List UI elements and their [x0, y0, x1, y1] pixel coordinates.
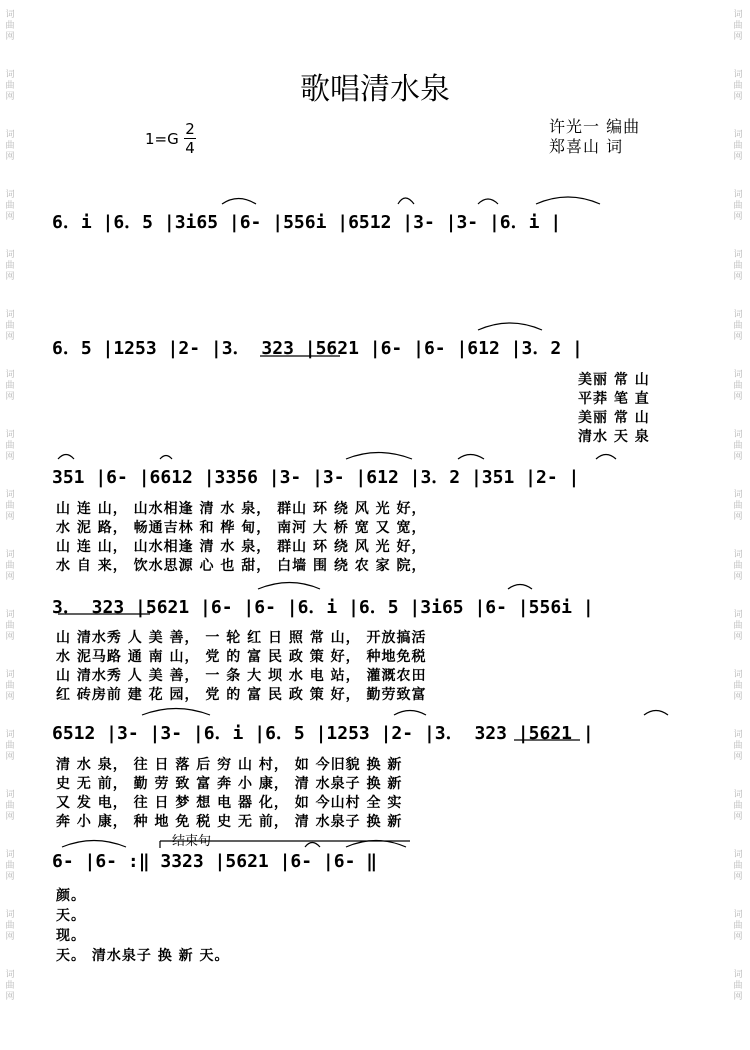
- stave-4: 3． 323 |5621 |6- |6- |6．i |6．5 |3i65 |6- |556i |: [52, 597, 594, 618]
- lyric-line: 山 连 山， 山水相逢 清 水 泉， 群山 环 绕 风 光 好，: [56, 539, 427, 555]
- time-signature-numerator: 2: [185, 120, 195, 138]
- lyric-line: 水 泥 路， 畅通吉林 和 桦 甸， 南河 大 桥 宽 又 宽，: [56, 520, 427, 536]
- slur: [644, 711, 668, 716]
- watermark-right-12: 词曲网: [733, 670, 743, 702]
- slur: [508, 585, 532, 590]
- slur: [160, 456, 172, 460]
- watermark-left-5: 词曲网: [5, 250, 15, 282]
- lyric-line: 清 水 泉， 往 日 落 后 穷 山 村， 如 今旧貌 换 新: [56, 757, 403, 773]
- lyric-line: 山 清水秀 人 美 善， 一 条 大 坝 水 电 站， 灌溉农田: [56, 668, 427, 684]
- lyric-line: 山 清水秀 人 美 善， 一 轮 红 日 照 常 山， 开放搞活: [56, 630, 427, 646]
- watermark-right-3: 词曲网: [733, 130, 743, 162]
- watermark-left-2: 词曲网: [5, 70, 15, 102]
- slur: [62, 841, 126, 848]
- slur: [305, 843, 320, 848]
- lyric-line: 天。: [56, 908, 86, 924]
- lyric-line: 山 连 山， 山水相逢 清 水 泉， 群山 环 绕 风 光 好，: [56, 501, 427, 517]
- slur: [478, 199, 498, 204]
- watermark-right-8: 词曲网: [733, 430, 743, 462]
- stave-3: 351 |6- |6612 |3356 |3- |3- |612 |3．2 |351 |2- |: [52, 467, 580, 488]
- time-signature-denominator: 4: [185, 139, 195, 157]
- ending-label: 结束句: [172, 834, 212, 849]
- slur: [142, 709, 210, 716]
- lyric-line: 又 发 电， 往 日 梦 想 电 器 化， 如 今山村 全 实: [56, 795, 403, 811]
- watermark-left-17: 词曲网: [5, 970, 15, 1002]
- lyric-line: 奔 小 康， 种 地 免 税 史 无 前， 清 水泉子 换 新: [56, 814, 403, 830]
- watermark-left-16: 词曲网: [5, 910, 15, 942]
- slur: [596, 455, 616, 460]
- watermark-left-11: 词曲网: [5, 610, 15, 642]
- watermark-left-9: 词曲网: [5, 490, 15, 522]
- watermark-left-14: 词曲网: [5, 790, 15, 822]
- lyric-line: 水 自 来， 饮水思源 心 也 甜， 白墙 围 绕 农 家 院，: [56, 558, 427, 574]
- lyric-line: 红 砖房前 建 花 园， 党 的 富 民 政 策 好， 勤劳致富: [56, 687, 427, 703]
- lyric-line: 清水 天 泉: [578, 429, 650, 445]
- slur: [258, 583, 320, 590]
- slur: [478, 323, 542, 330]
- watermark-left-8: 词曲网: [5, 430, 15, 462]
- slur: [58, 455, 74, 460]
- watermark-right-10: 词曲网: [733, 550, 743, 582]
- lyric-line: 天。 清水泉子 换 新 天。: [56, 948, 230, 964]
- lyric-line: 水 泥马路 通 南 山， 党 的 富 民 政 策 好， 种地免税: [56, 649, 427, 665]
- stave-2: 6．5 |1253 |2- |3． 323 |5621 |6- |6- |612 |3．2 |: [52, 338, 583, 359]
- credit-lyricist: 郑喜山 词: [549, 137, 624, 156]
- watermark-left-6: 词曲网: [5, 310, 15, 342]
- watermark-left-12: 词曲网: [5, 670, 15, 702]
- key-signature: 1=G: [145, 130, 179, 148]
- slur: [346, 453, 412, 460]
- lyric-line: 现。: [56, 928, 86, 944]
- credit-composer: 许光一 编曲: [549, 117, 641, 136]
- slur: [398, 198, 414, 204]
- watermark-right-4: 词曲网: [733, 190, 743, 222]
- watermark-left-13: 词曲网: [5, 730, 15, 762]
- watermark-right-7: 词曲网: [733, 370, 743, 402]
- watermark-left-1: 词曲网: [5, 10, 15, 42]
- watermark-left-10: 词曲网: [5, 550, 15, 582]
- watermark-right-5: 词曲网: [733, 250, 743, 282]
- stave-5: 6512 |3- |3- |6．i |6．5 |1253 |2- |3． 323 |5621 |: [52, 723, 594, 744]
- lyric-line: 颜。: [56, 888, 86, 904]
- slur: [536, 197, 600, 204]
- watermark-left-7: 词曲网: [5, 370, 15, 402]
- watermark-right-6: 词曲网: [733, 310, 743, 342]
- watermark-right-9: 词曲网: [733, 490, 743, 522]
- watermark-right-15: 词曲网: [733, 850, 743, 882]
- watermark-right-17: 词曲网: [733, 970, 743, 1002]
- watermark-left-15: 词曲网: [5, 850, 15, 882]
- slur: [222, 199, 256, 205]
- watermark-left-4: 词曲网: [5, 190, 15, 222]
- lyric-line: 美丽 常 山: [578, 410, 650, 426]
- stave-1: 6．i |6．5 |3i65 |6- |556i |6512 |3- |3- |6．i |: [52, 212, 562, 233]
- song-title: 歌唱清水泉: [300, 72, 450, 107]
- lyric-line: 史 无 前， 勤 劳 致 富 奔 小 康， 清 水泉子 换 新: [56, 776, 403, 792]
- slur: [458, 455, 484, 460]
- slur: [394, 711, 426, 716]
- watermark-right-14: 词曲网: [733, 790, 743, 822]
- watermark-right-11: 词曲网: [733, 610, 743, 642]
- watermark-left-3: 词曲网: [5, 130, 15, 162]
- watermark-right-2: 词曲网: [733, 70, 743, 102]
- lyric-line: 美丽 常 山: [578, 372, 650, 388]
- stave-6: 6- |6- :‖ 3323 |5621 |6- |6- ‖: [52, 851, 378, 872]
- watermark-right-1: 词曲网: [733, 10, 743, 42]
- watermark-right-16: 词曲网: [733, 910, 743, 942]
- lyric-line: 平莽 笔 直: [578, 391, 650, 407]
- watermark-right-13: 词曲网: [733, 730, 743, 762]
